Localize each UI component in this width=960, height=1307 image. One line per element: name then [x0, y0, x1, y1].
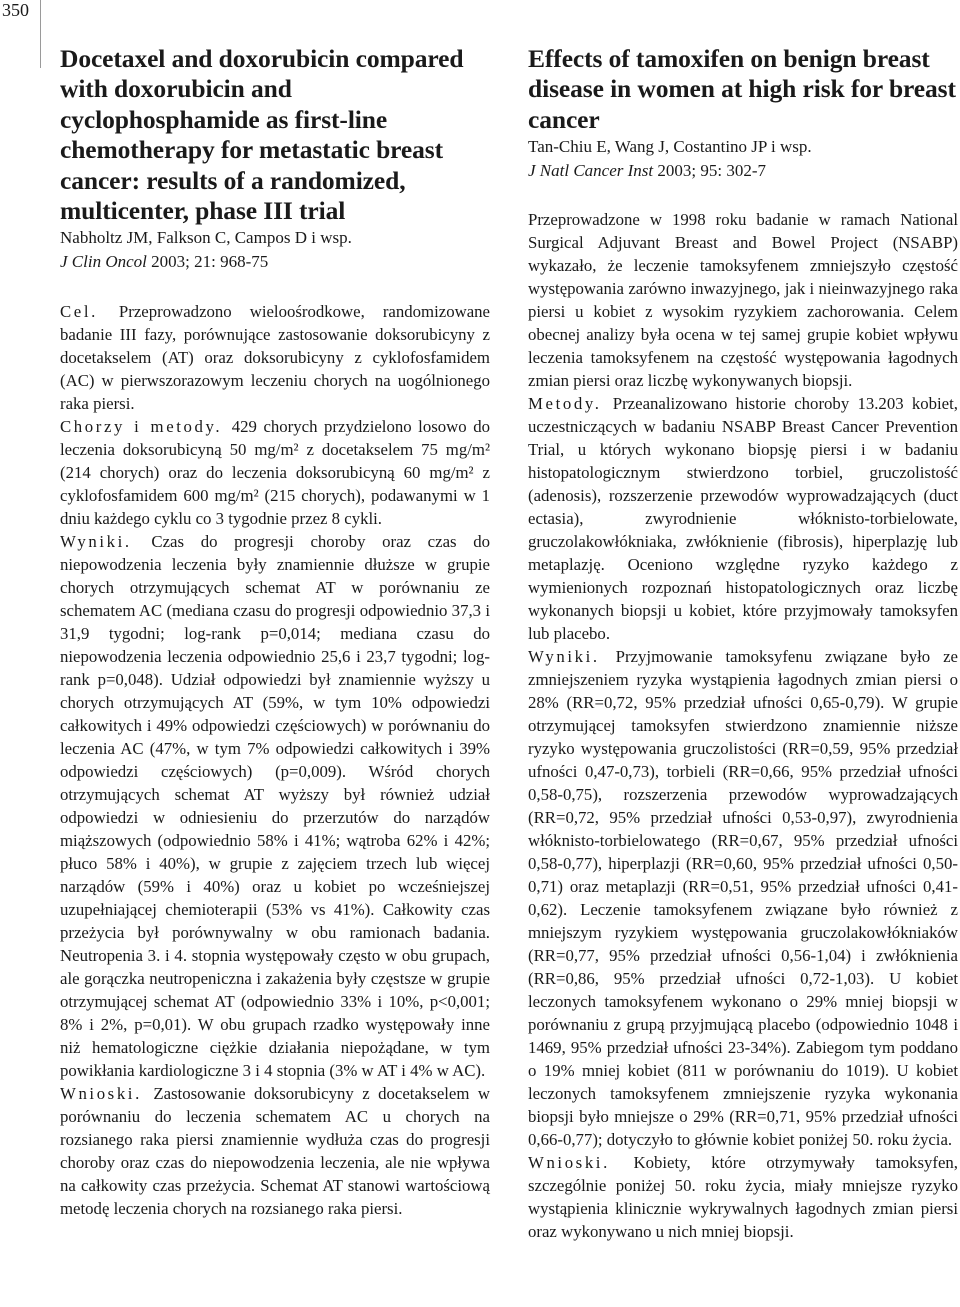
right-article-title: Effects of tamoxifen on benign breast disease in women at high risk for breast cancer — [528, 44, 956, 134]
section-text: Kobiety, które otrzymywały tamoksyfen, szczególnie poniżej 50. roku życia, miały mniejsze ryzyko wystąpienia klinicznie wykrywalnych łagodnych zmian piersi oraz wykonywano u nich mniej biopsji. — [528, 1153, 958, 1242]
left-article-journal: J Clin Oncol — [60, 252, 147, 272]
right-section-methods — [528, 392, 958, 645]
section-label: Chorzy i metody. — [60, 417, 223, 437]
section-label: Wyniki. — [60, 532, 132, 552]
left-article-title: Docetaxel and doxorubicin compared with doxorubicin and cyclophosphamide as first-line chemotherapy for metastatic breast cancer: results of a randomized, multicenter, phase III trial — [60, 44, 464, 226]
header-rule — [40, 0, 41, 68]
section-text: Czas do progresji choroby oraz czas do niepowodzenia leczenia były znamiennie dłuższe w grupie chorych otrzymujących schemat AT w porównaniu ze schematem AC (mediana czasu do progresji odpowiednio 37,3 i 31,9 tygodni; log-rank p=0,014; mediana czasu do niepowodzenia leczenia odpowiednio 25,6 i 23,7 tygodni; log-rank p=0,048). Udział odpowiedzi był znamiennie wyższy u chorych otrzymujących AT (59%, w tym 10% odpowiedzi całkowitych i 49% odpowiedzi częściowych) w porównaniu do leczenia AC (47%, w tym 7% odpowiedzi całkowitych i 39% odpowiedzi częściowych) (p=0,009). Wśród chorych otrzymujących schemat AT wyższy był również udział odpowiedzi w odniesieniu do przerzutów do narządów miąższowych (odpowiednio 58% i 41%; wątroba 62% i 42%; płuco 58% i 40%), w grupie z zajęciem trzech lub więcej narządów (59% i 40%) oraz u kobiet po wcześniejszej uzupełniającej chemioterapii (53% vs 41%). Całkowity czas przeżycia był porównywalny w obu ramionach badania. Neutropenia 3. i 4. stopnia występowały często w obu grupach, ale gorączka neutropeniczna i zakażenia były częstsze w grupie otrzymującej schemat AT (odpowiednio 33% i 10%, p<0,001; 8% i 2%, p=0,01). W obu grupach rzadko występowały inne niż hematologiczne ciężkie działania niepożądane, w tym powikłania kardiologiczne 3 i 4 stopnia (3% w AT i 4% w AC). — [60, 532, 490, 1081]
section-text: Przeprowadzono wieloośrodkowe, randomizowane badanie III fazy, porównujące zastosowanie doksorubicyny z docetakselem (AT) oraz doksorubicyny z cyklofosfamidem (AC) w pierwszorazowym leczeniu chorych na uogólnionego raka piersi. — [60, 302, 490, 414]
section-label: Wnioski. — [528, 1153, 610, 1173]
left-section-cel — [60, 300, 490, 415]
section-text: Przyjmowanie tamoksyfenu związane było ze zmniejszeniem ryzyka wystąpienia łagodnych zmian piersi o 28% (RR=0,72, 95% przedział ufności 0,65-0,79). W grupie otrzymującej tamoksyfen stwierdzono znamiennie niższe ryzyko występowania gruczolistości (RR=0,59, 95% przedział ufności 0,47-0,73), torbieli (RR=0,66, 95% przedział ufności 0,58-0,75), rozszerzenia przewodów wyprowadzających (RR=0,72, 95% przedział ufności 0,53-0,97), zwyrodnienia włóknisto-torbielowatego (RR=0,67, 95% przedział ufności 0,58-0,77), hiperplazji (RR=0,60, 95% przedział ufności 0,50-0,71) oraz metaplazji (RR=0,51, 95% przedział ufności 0,41-0,62). Leczenie tamoksyfenem związane było również z mniejszym ryzykiem występowania gruczolakowłókniaków (RR=0,77, 95% przedział ufności 0,56-1,04) i zwłóknienia (RR=0,86, 95% przedział ufności 0,72-1,03). U kobiet leczonych tamoksyfenem wykonano o 29% mniej biopsji w porównaniu z grupą przyjmującą placebo (odpowiednio 1048 i 1469, 95% przedział ufności 23-34%). Zabiegom tym poddano o 19% mniej kobiet (811 w porównaniu do 1019). U kobiet leczonych tamoksyfenem zmniejszenie ryzyka wykonania biopsji było mniejsze o 29% (RR=0,71, 95% przedział ufności 0,66-0,77); dotyczyło to głównie kobiet poniżej 50. roku życia. — [528, 647, 958, 1150]
section-label: Metody. — [528, 394, 602, 414]
right-article — [528, 44, 958, 1243]
left-section-methods — [60, 415, 490, 530]
right-article-citation — [528, 159, 958, 183]
section-text: 429 chorych przydzielono losowo do leczenia doksorubicyną 50 mg/m² z docetakselem 75 mg/m² (214 chorych) oraz do leczenia doksorubicyną 60 mg/m² z cyklofosfamidem 600 mg/m² (215 chorych), podawanymi w 1 dniu każdego cyklu co 3 tygodnie przez 8 cykli. — [60, 417, 490, 529]
left-article-citation — [60, 250, 490, 274]
left-article-authors: Nabholtz JM, Falkson C, Campos D i wsp. — [60, 228, 352, 248]
right-section-intro: Przeprowadzone w 1998 roku badanie w ramach National Surgical Adjuvant Breast and Bowel Project (NSABP) wykazało, że leczenie tamoksyfenem zmniejszyło częstość występowania zarówno inwazyjnego, jak i nieinwazyjnego raka piersi u kobiet z wysokim ryzykiem zachorowania. Celem obecnej analizy była ocena w tej samej grupie kobiet wpływu leczenia tamoksyfenem na częstość występowania łagodnych zmian piersi oraz liczbę wykonywanych biopsji. — [528, 210, 958, 391]
section-text: Zastosowanie doksorubicyny z docetakselem w porównaniu do leczenia schematem AC u chorych na rozsianego raka piersi znamiennie wydłuża czas do progresji choroby oraz czas do niepowodzenia leczenia, ale nie wpływa na całkowity czas przeżycia. Schemat AT stanowi wartościową metodę leczenia chorych na rozsianego raka piersi. — [60, 1084, 490, 1219]
page-number: 350 — [2, 0, 29, 20]
section-text: Przeanalizowano historie choroby 13.203 kobiet, uczestniczących w badaniu NSABP Breast Cancer Prevention Trial, u których wykonano biopsję piersi i w badaniu histopatologicznym stwierdzono torbiel, gruczolistość (adenosis), rozszerzenie przewodów wyprowadzających (duct ectasia), zwyrodnienie włóknisto-torbielowate, gruczolakowłókniaka, zwłóknienie (fibrosis), hiperplazję lub metaplazję. Oceniono względne ryzyko każdego z wymienionych rozpoznań histopatologicznych oraz liczbę wykonanych biopsji u kobiet, które przyjmowały tamoksyfen lub placebo. — [528, 394, 958, 644]
left-article-citation-details: 2003; 21: 968-75 — [146, 252, 269, 272]
section-label: Wyniki. — [528, 647, 600, 667]
left-section-conclusions — [60, 1082, 490, 1220]
right-section-results — [528, 645, 958, 1151]
left-section-results — [60, 530, 490, 1082]
right-article-authors: Tan-Chiu E, Wang J, Costantino JP i wsp. — [528, 137, 812, 157]
right-section-conclusions — [528, 1151, 958, 1243]
left-article — [60, 44, 490, 1220]
section-label: Wnioski. — [60, 1084, 142, 1104]
section-label: Cel. — [60, 302, 98, 322]
right-article-journal: J Natl Cancer Inst — [528, 161, 654, 181]
right-article-citation-details: 2003; 95: 302-7 — [653, 161, 766, 181]
